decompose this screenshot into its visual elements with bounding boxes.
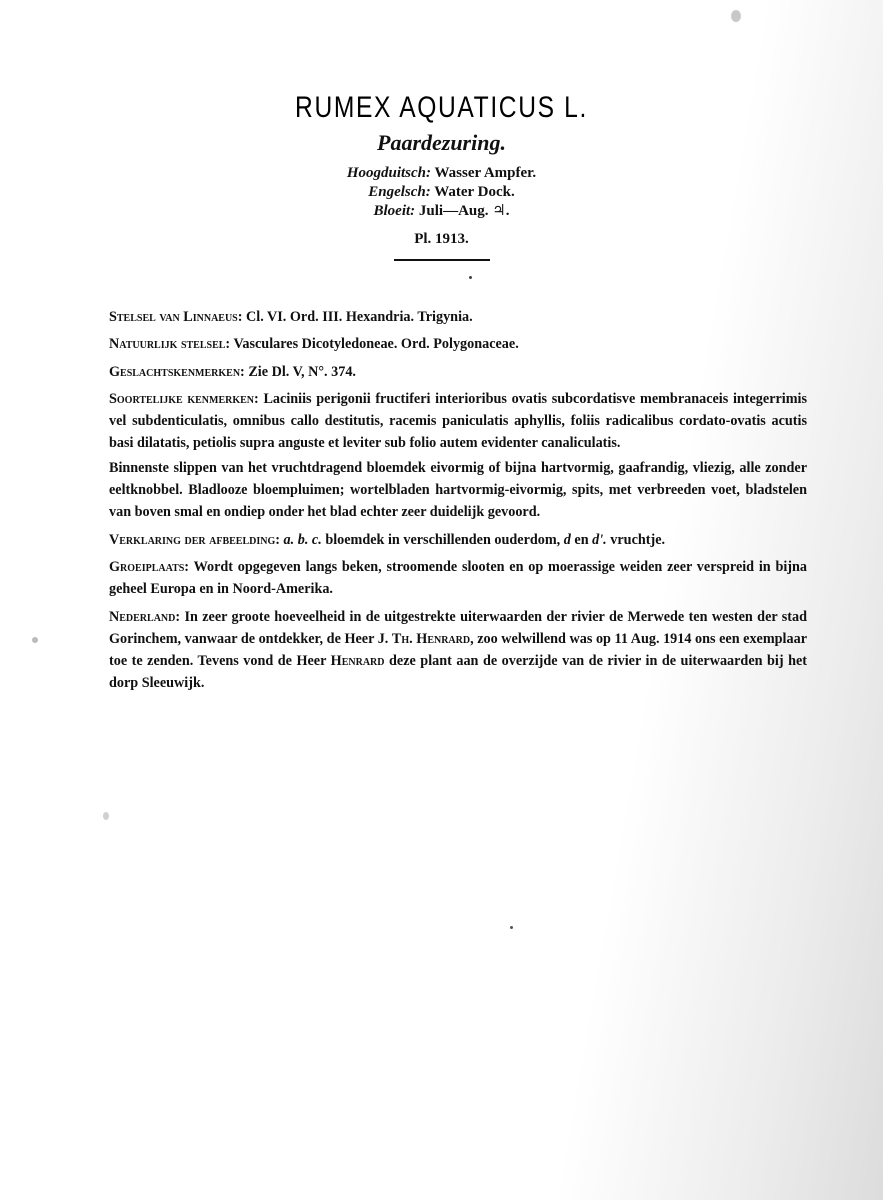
section-soort-text: Laciniis perigonii fructiferi interioribus ovatis subcordatisve membranaceis integerrimis vel subdenticulatis, omnibus callo destitutis, racemis paniculatis aphyllis, foliis radicalibus cordato-ovatis acutis basi dilatatis, petiolis supra anguste et leviter sub folio autem evidenter canaliculatis. — [109, 390, 808, 452]
section-groeiplaats-label: Groeiplaats: — [109, 558, 190, 575]
section-geslacht — [109, 361, 807, 383]
meta-bloeit-label: Bloeit: — [373, 203, 416, 219]
meta-bloeit — [0, 202, 883, 221]
meta-bloeit-value: Juli—Aug. ♃. — [418, 203, 510, 219]
section-verklaring-end: vruchtje. — [610, 531, 666, 548]
section-verklaring-d2: d'. — [592, 531, 607, 548]
section-soort — [109, 388, 807, 455]
section-geslacht-label: Geslachtskenmerken: — [109, 363, 245, 380]
section-natuurlijk-label: Natuurlijk stelsel: — [109, 336, 231, 353]
section-nederland-text2: zoo welwillend was op 11 Aug. 1914 ons een exemplaar toe te zenden. Tevens vond de Heer — [109, 630, 807, 670]
section-nederland-label: Nederland: — [109, 608, 181, 625]
meta-hoogduitsch-value: Wasser Ampfer. — [434, 165, 537, 181]
section-verklaring-label: Verklaring der afbeelding: — [109, 531, 280, 548]
meta-engelsch — [0, 183, 883, 202]
body-text — [109, 306, 807, 700]
section-natuurlijk-text: Vasculares Dicotyledoneae. Ord. Polygonaceae. — [233, 336, 519, 353]
scan-speck — [731, 10, 741, 22]
section-soort-label: Soortelijke kenmerken: — [109, 390, 259, 407]
header — [0, 88, 883, 261]
section-geslacht-text: Zie Dl. V, N°. 374. — [248, 363, 356, 380]
section-nederland-text1: In zeer groote hoeveelheid in de uitgestrekte uiterwaarden der rivier de Merwede ten westen der stad Gorinchem, vanwaar de ontdekker, de Heer J. — [109, 608, 808, 647]
section-verklaring-text: bloemdek in verschillenden ouderdom, — [325, 531, 561, 548]
section-nederland — [109, 606, 807, 695]
section-stelsel-label: Stelsel van Linnaeus: — [109, 309, 243, 325]
section-verklaring-d: d — [563, 531, 571, 548]
scan-speck — [103, 812, 109, 820]
section-binnenste-text: Binnenste slippen van het vruchtdragend bloemdek eivormig of bijna hartvormig, gaafrandig, vliezig, alle zonder eeltknobbel. Bladlooze bloempluimen; wortelbladen hartvormig-eivormig, spits, met verbreeden voet, bladstelen van boven smal en ondiep onder het blad echter zeer duidelijk gevoord. — [109, 459, 807, 521]
section-natuurlijk — [109, 333, 807, 355]
scan-speck — [469, 276, 472, 279]
meta-engelsch-value: Water Dock. — [434, 184, 515, 200]
section-nederland-name1: Th. Henrard, — [391, 630, 474, 647]
section-verklaring-letters: a. b. c. — [283, 531, 322, 548]
divider-rule — [394, 259, 490, 261]
section-nederland-text3: deze plant aan de overzijde van de rivier in de uiterwaarden bij het dorp Sleeuwijk. — [109, 653, 808, 692]
section-nederland-name2: Henrard — [330, 653, 385, 670]
section-binnenste — [109, 457, 807, 524]
meta-engelsch-label: Engelsch: — [368, 184, 431, 200]
plate-number: Pl. 1913. — [414, 231, 469, 247]
scan-speck — [32, 637, 38, 643]
common-name: Paardezuring. — [377, 130, 506, 155]
species-title: RUMEX AQUATICUS L. — [295, 91, 588, 124]
section-stelsel — [109, 306, 807, 328]
meta-hoogduitsch-label: Hoogduitsch: — [346, 165, 432, 181]
section-verklaring — [109, 529, 807, 551]
section-groeiplaats — [109, 556, 807, 601]
section-groeiplaats-text: Wordt opgegeven langs beken, stroomende slooten en op moerassige weiden zeer verspreid in bijna geheel Europa en in Noord-Amerika. — [109, 558, 807, 598]
section-verklaring-en: en — [574, 531, 589, 548]
meta-hoogduitsch — [0, 164, 883, 183]
scan-speck — [510, 926, 513, 929]
section-stelsel-text: Cl. VI. Ord. III. Hexandria. Trigynia. — [246, 309, 473, 325]
